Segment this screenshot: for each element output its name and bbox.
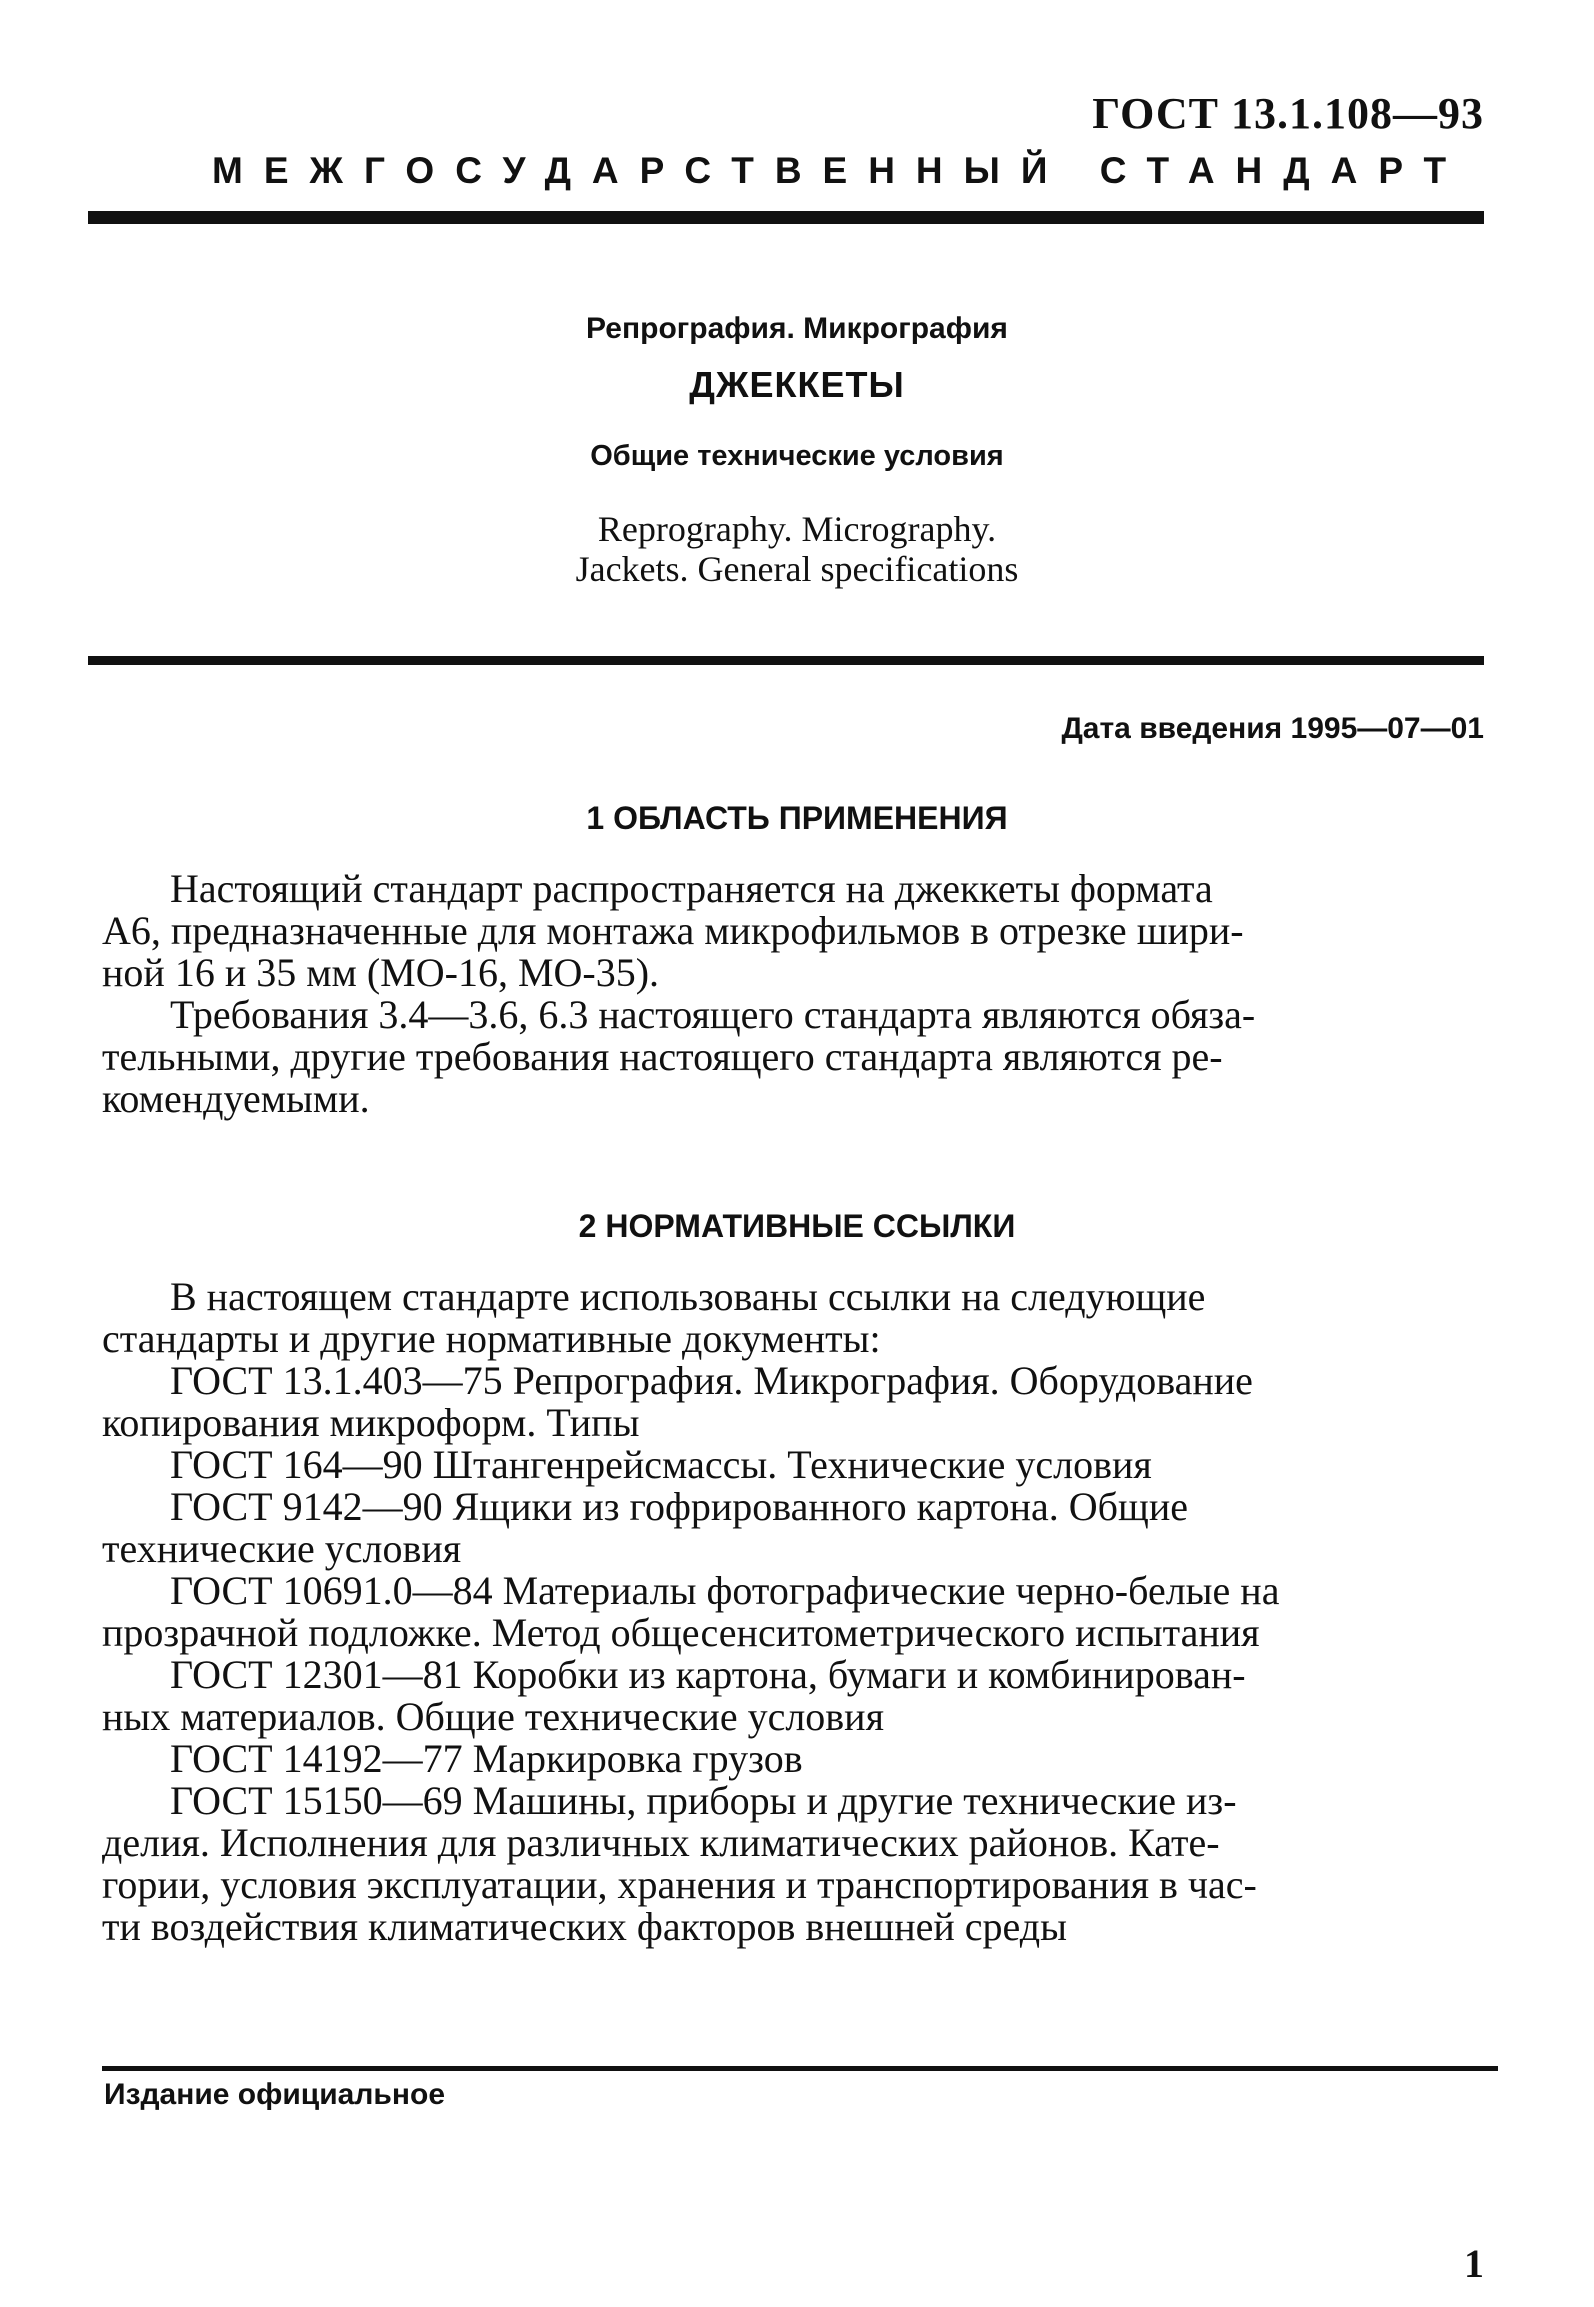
body-line: делия. Исполнения для различных климатических районов. Кате- bbox=[102, 1820, 1220, 1865]
middle-rule bbox=[88, 656, 1484, 665]
title-english-line-2: Jackets. General specifications bbox=[575, 549, 1019, 589]
section-1-heading: 1 ОБЛАСТЬ ПРИМЕНЕНИЯ bbox=[586, 800, 1008, 836]
title-subtitle: Общие технические условия bbox=[590, 440, 1004, 472]
reference-entry: ГОСТ 13.1.403—75 Репрография. Микрография. Оборудование bbox=[170, 1358, 1253, 1403]
section-2-body bbox=[102, 1276, 1488, 1948]
top-rule bbox=[88, 211, 1484, 224]
title-main: ДЖЕККЕТЫ bbox=[689, 364, 905, 405]
title-english-line-1: Reprography. Micrography. bbox=[597, 509, 997, 549]
footer-rule bbox=[102, 2066, 1498, 2071]
body-line: ной 16 и 35 мм (МО-16, МО-35). bbox=[102, 950, 660, 995]
reference-entry: ГОСТ 164—90 Штангенрейсмассы. Технические условия bbox=[170, 1442, 1152, 1487]
body-line: гории, условия эксплуатации, хранения и транспортирования в час- bbox=[102, 1862, 1257, 1907]
body-line: тельными, другие требования настоящего стандарта являются ре- bbox=[102, 1034, 1223, 1079]
introduction-date: Дата введения 1995—07—01 bbox=[1061, 712, 1484, 745]
section-1-body bbox=[102, 868, 1488, 1120]
edition-note: Издание официальное bbox=[104, 2078, 446, 2111]
body-line: стандарты и другие нормативные документы: bbox=[102, 1316, 881, 1361]
reference-entry: ГОСТ 14192—77 Маркировка грузов bbox=[170, 1736, 803, 1781]
body-line: технические условия bbox=[102, 1526, 462, 1571]
standard-category: МЕЖГОСУДАРСТВЕННЫЙ СТАНДАРТ bbox=[212, 150, 1468, 191]
body-line: В настоящем стандарте использованы ссылки на следующие bbox=[170, 1274, 1206, 1319]
body-line: копирования микроформ. Типы bbox=[102, 1400, 640, 1445]
body-line: комендуемыми. bbox=[102, 1076, 370, 1121]
body-line: прозрачной подложке. Метод общесенситометрического испытания bbox=[102, 1610, 1260, 1655]
body-line: ти воздействия климатических факторов внешней среды bbox=[102, 1904, 1067, 1949]
section-2-heading: 2 НОРМАТИВНЫЕ ССЫЛКИ bbox=[578, 1208, 1016, 1244]
title-series: Репрография. Микрография bbox=[586, 312, 1008, 345]
body-line: Настоящий стандарт распространяется на джеккеты формата bbox=[170, 866, 1213, 911]
body-line: Требования 3.4—3.6, 6.3 настоящего стандарта являются обяза- bbox=[170, 992, 1256, 1037]
body-line: ных материалов. Общие технические условия bbox=[102, 1694, 884, 1739]
reference-entry: ГОСТ 9142—90 Ящики из гофрированного картона. Общие bbox=[170, 1484, 1188, 1529]
reference-entry: ГОСТ 12301—81 Коробки из картона, бумаги и комбинирован- bbox=[170, 1652, 1246, 1697]
reference-entry: ГОСТ 15150—69 Машины, приборы и другие технические из- bbox=[170, 1778, 1237, 1823]
reference-entry: ГОСТ 10691.0—84 Материалы фотографические черно-белые на bbox=[170, 1568, 1280, 1613]
body-line: А6, предназначенные для монтажа микрофильмов в отрезке шири- bbox=[102, 908, 1244, 953]
standard-code: ГОСТ 13.1.108—93 bbox=[1092, 89, 1484, 138]
page-number: 1 bbox=[1464, 2241, 1484, 2286]
